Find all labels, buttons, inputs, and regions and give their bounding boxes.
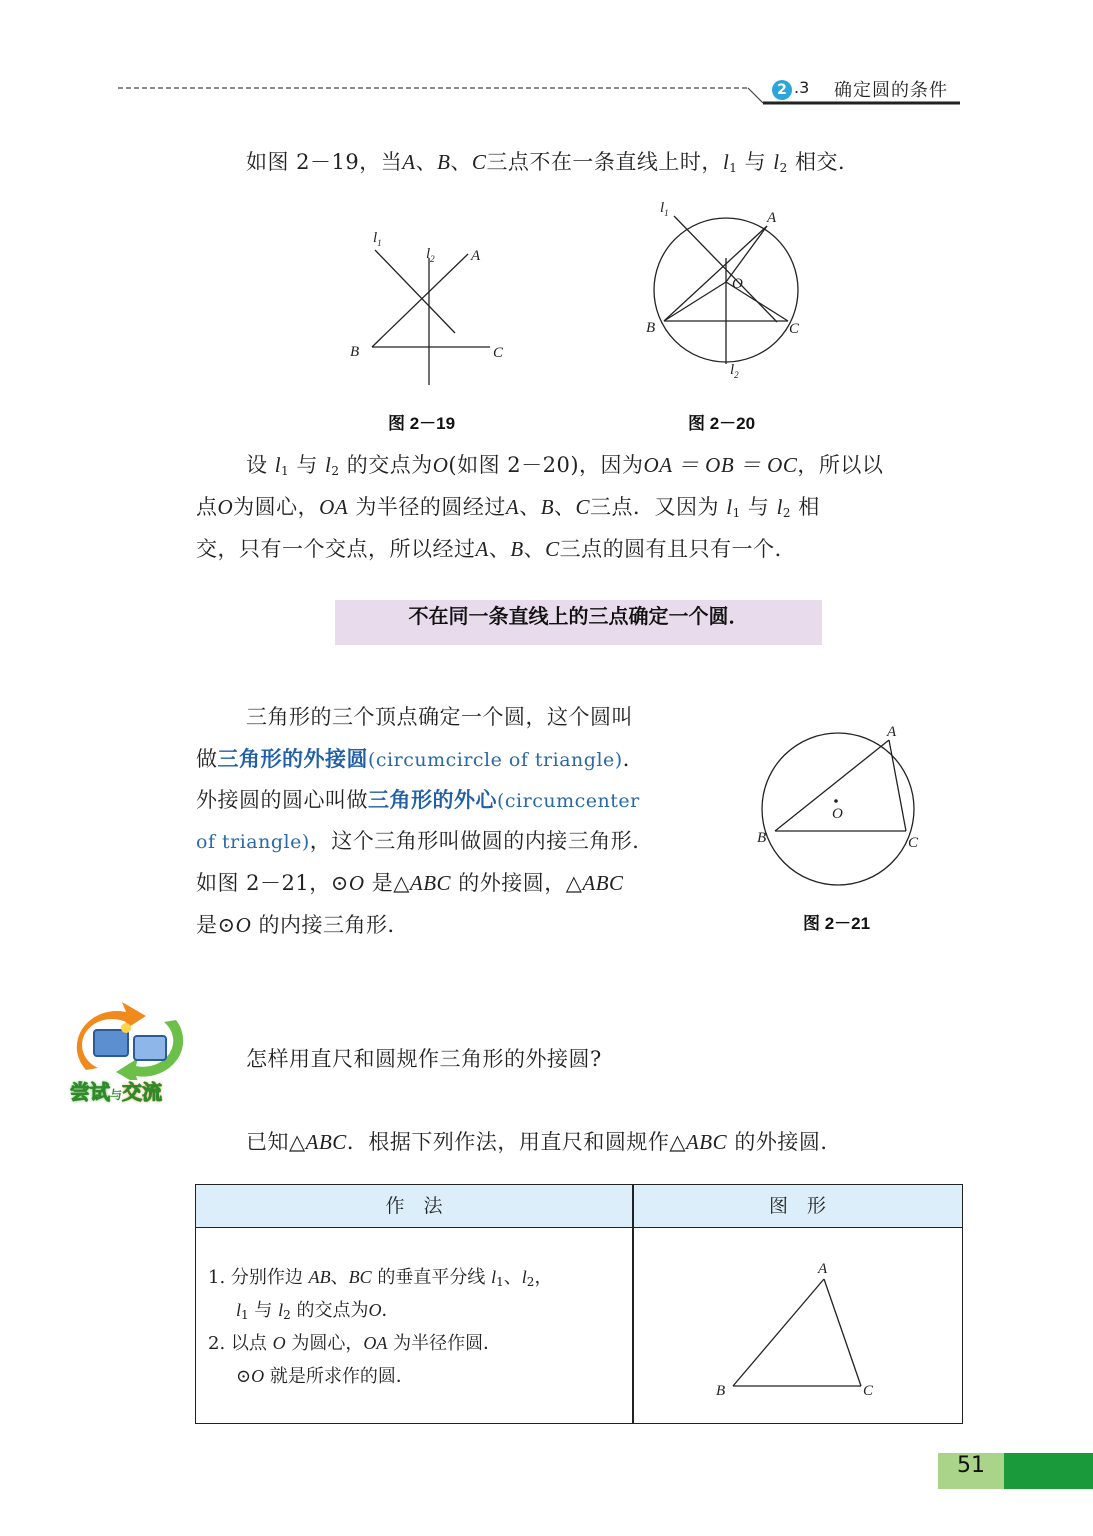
logo-text-try: 尝试 [70, 1080, 110, 1104]
label-b: B [646, 320, 656, 336]
table-header-figure: 图 形 [768, 1195, 826, 1217]
label-c: C [789, 321, 800, 337]
paragraph-3-line-3: 外接圆的圆心叫做三角形的外心(circumcenter [196, 788, 640, 812]
paragraph-3-line-4: of triangle)，这个三角形叫做圆的内接三角形． [196, 829, 654, 853]
segment-ba [372, 254, 468, 347]
segment-ac [889, 740, 906, 831]
label-b: B [716, 1383, 726, 1395]
segment-ab [733, 1279, 824, 1386]
try-and-exchange-logo [66, 1000, 196, 1112]
label-l2: $l_2$ [730, 362, 739, 380]
paragraph-3-line-5: 如图 2－21，⊙O 是△ABC 的外接圆，△ABC [196, 871, 624, 895]
caption-2-20: 图 2－20 [688, 414, 756, 433]
figure-2-21 [748, 718, 928, 898]
paragraph-3-line-2: 做三角形的外接圆(circumcircle of triangle)． [196, 747, 645, 771]
segment-ob [664, 282, 726, 321]
paragraph-1: 如图 2－19，当A、B、C三点不在一条直线上时，$l_1$ 与 $l_2$ 相交． [246, 150, 860, 175]
page-number-accent-bar [1004, 1453, 1093, 1489]
label-l1: $l_1$ [660, 200, 669, 218]
theorem-box [335, 600, 822, 645]
line-l1 [375, 250, 455, 333]
label-o: O [732, 276, 743, 292]
segment-ac [824, 1279, 861, 1386]
page-number: 51 [938, 1453, 1004, 1489]
label-a: A [767, 210, 777, 226]
table-step-2: 2. 以点 O 为圆心，OA 为半径作圆． [208, 1333, 502, 1354]
label-b: B [757, 830, 767, 846]
label-l2: $l_2$ [426, 246, 435, 264]
logo-text-and: 与 [110, 1088, 123, 1102]
label-a: A [471, 248, 481, 264]
label-c: C [493, 345, 504, 361]
table-step-1: 1. 分别作边 AB、BC 的垂直平分线 $l_1$、$l_2$， [208, 1267, 553, 1289]
label-a: A [887, 724, 897, 740]
section-title: 确定圆的条件 [834, 80, 948, 101]
paragraph-3-line-6: 是⊙O 的内接三角形． [196, 913, 409, 937]
task-statement: 已知△ABC．根据下列作法，用直尺和圆规作△ABC 的外接圆． [246, 1130, 842, 1154]
construction-table [195, 1184, 963, 1424]
figure-2-20 [636, 198, 816, 390]
paragraph-2-line-1: 设 $l_1$ 与 $l_2$ 的交点为O(如图 2－20)，因为OA ＝ OB ＝ OC，所以以 [246, 453, 884, 478]
theorem-text: 不在同一条直线上的三点确定一个圆． [408, 604, 749, 628]
paragraph-2-line-2: 点O为圆心，OA 为半径的圆经过A、B、C三点．又因为 $l_1$ 与 $l_2$ 相 [196, 495, 820, 520]
table-figure-triangle [696, 1255, 896, 1395]
label-a: A [818, 1261, 828, 1277]
segment-oa [726, 226, 767, 282]
center-point [834, 799, 838, 803]
figure-2-19 [340, 220, 540, 395]
logo-arrows-icon [66, 1000, 196, 1080]
section-suffix: .3 [794, 78, 810, 97]
caption-2-19: 图 2－19 [388, 414, 456, 433]
paragraph-3-line-1: 三角形的三个顶点确定一个圆，这个圆叫 [246, 705, 633, 729]
caption-2-21: 图 2－21 [803, 914, 871, 933]
label-o: O [832, 806, 843, 822]
logo-text-exchange: 交流 [122, 1080, 163, 1104]
table-step-1-continued: $l_1$ 与 $l_2$ 的交点为O． [236, 1300, 400, 1322]
label-c: C [863, 1383, 874, 1395]
label-c: C [908, 835, 919, 851]
question: 怎样用直尺和圆规作三角形的外接圆? [246, 1047, 602, 1071]
term-circumcircle: 三角形的外接圆 [217, 747, 368, 771]
label-l1: $l_1$ [373, 230, 382, 248]
segment-ab [664, 226, 767, 321]
term-circumcenter: 三角形的外心 [368, 788, 497, 812]
section-number-badge: 2 [772, 80, 792, 100]
table-header-method: 作 法 [385, 1195, 443, 1217]
paragraph-2-line-3: 交，只有一个交点，所以经过A、B、C三点的圆有且只有一个． [196, 537, 797, 561]
label-b: B [350, 344, 360, 360]
table-step-2-continued: ⊙O 就是所求作的圆． [236, 1366, 414, 1387]
